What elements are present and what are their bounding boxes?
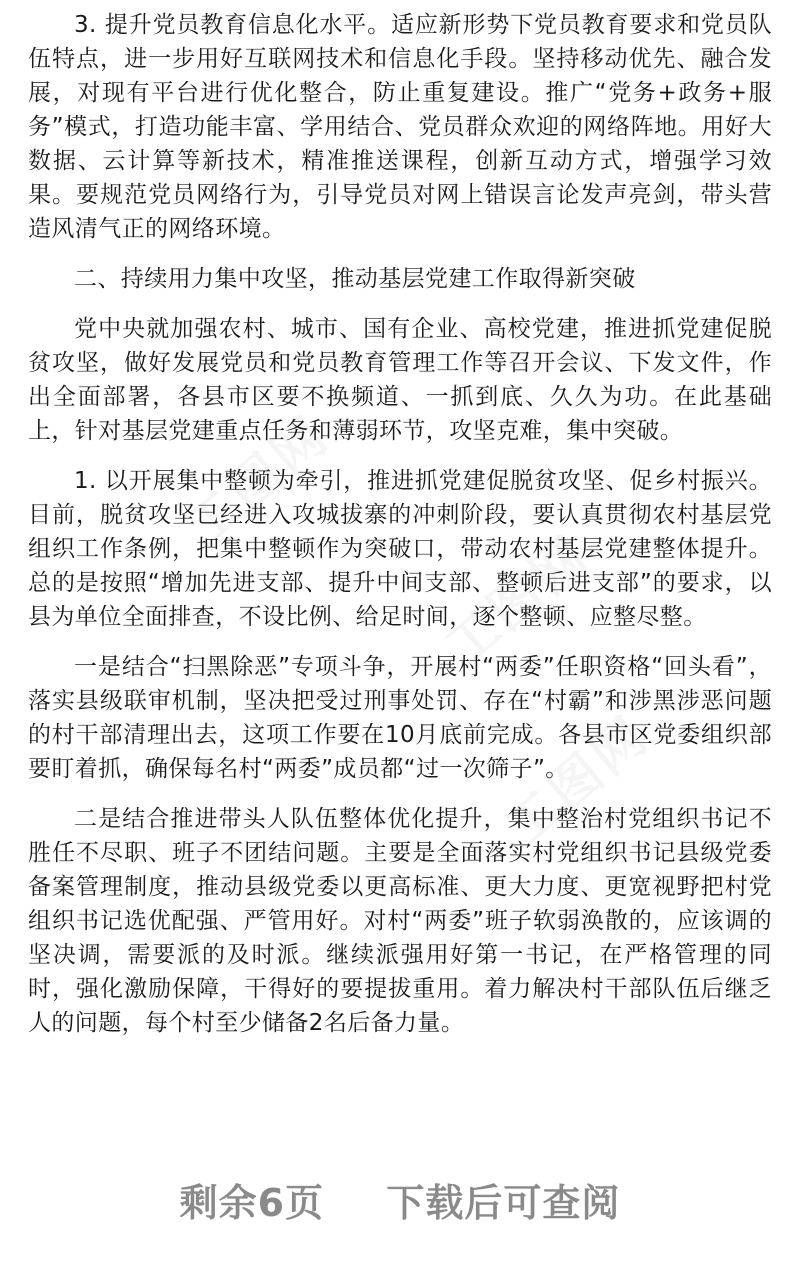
download-hint-label[interactable]: 下载后可查阅 [386, 1181, 621, 1225]
remaining-pages-label[interactable]: 剩余6页 [179, 1181, 325, 1225]
paragraph-info-level: 3. 提升党员教育信息化水平。适应新形势下党员教育要求和党员队伍特点，进一步用好互联网技术和信息化手段。坚持移动优先、融合发展，对现有平台进行优化整合，防止重复建设。推广“党务+政务+服务”模式，打造功能丰富、学用结合、党员群众欢迎的网络阵地。用好大数据、云计算等新技术，精准推送课程，创新互动方式，增强学习效果。要规范党员网络行为，引导党员对网上错误言论发声亮剑，带头营造风清气正的网络环境。 [28, 12, 772, 242]
download-notice[interactable] [0, 1172, 800, 1227]
section-heading: 二、持续用力集中攻坚，推动基层党建工作取得新突破 [74, 266, 636, 292]
paragraph-concentrated-rectification: 1. 以开展集中整顿为牵引，推进抓党建促脱贫攻坚、促乡村振兴。目前，脱贫攻坚已经进入攻城拔寨的冲刺阶段，要认真贯彻农村基层党组织工作条例，把集中整顿作为突破口，带动农村基层党建整体提升。总的是按照“增加先进支部、提升中间支部、整顿后进支部”的要求，以县为单位全面排查，不设比例、给足时间，逐个整顿、应整尽整。 [28, 468, 772, 630]
paragraph-anti-crime-review: 一是结合“扫黑除恶”专项斗争，开展村“两委”任职资格“回头看”，落实县级联审机制，坚决把受过刑事处罚、存在“村霸”和涉黑涉恶问题的村干部清理出去，这项工作要在10月底前完成。各县市区党委组织部要盯着抓，确保每名村“两委”成员都“过一次筛子”。 [28, 654, 772, 782]
document-body [28, 8, 772, 1040]
watermark: 工图网 [433, 524, 602, 679]
paragraph-leader-optimization: 二是结合推进带头人队伍整体优化提升，集中整治村党组织书记不胜任不尽职、班子不团结问题。主要是全面落实村党组织书记县级党委备案管理制度，推动县级党委以更高标准、更大力度、更宽视野把村党组织书记选优配强、严管用好。对村“两委”班子软弱涣散的，应该调的坚决调，需要派的及时派。继续派强用好第一书记，在严格管理的同时，强化激励保障，干得好的要提拔重用。着力解决村干部队伍后继乏人的问题，每个村至少储备2名后备力量。 [28, 806, 772, 1036]
watermark: 工图网 [173, 404, 342, 559]
watermark: 工图网 [493, 704, 662, 859]
paragraph-central-deployment: 党中央就加强农村、城市、国有企业、高校党建，推进抓党建促脱贫攻坚，做好发展党员和党员教育管理工作等召开会议、下发文件，作出全面部署，各县市区要不换频道、一抓到底、久久为功。在此基础上，针对基层党建重点任务和薄弱环节，攻坚克难，集中突破。 [28, 316, 772, 444]
